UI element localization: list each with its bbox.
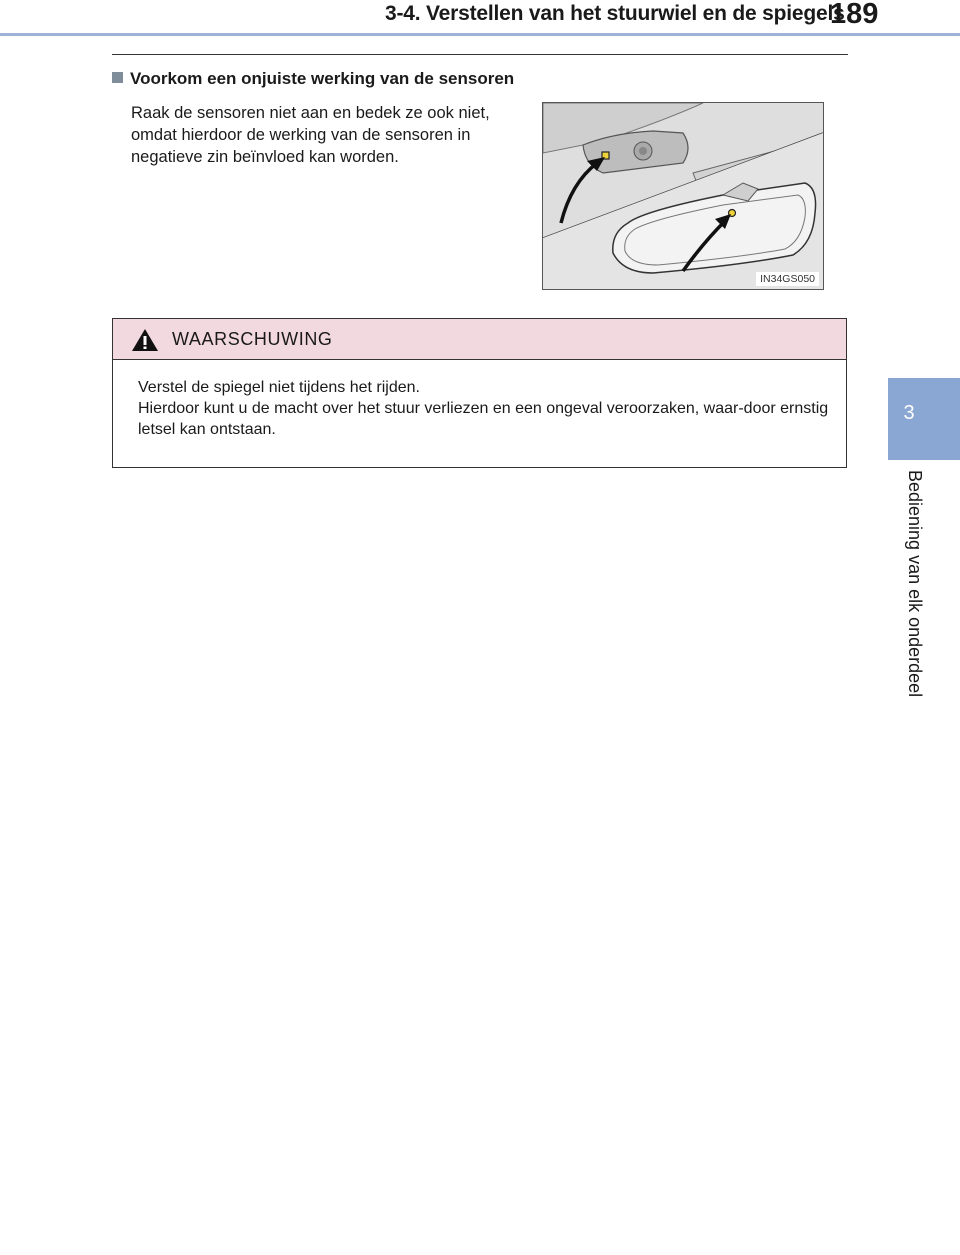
section-heading-text: Voorkom een onjuiste werking van de sensoren: [130, 69, 515, 88]
chapter-tab: [888, 378, 960, 460]
warning-text: [138, 377, 838, 440]
header-rule: [0, 33, 960, 36]
illustration-code: IN34GS050: [756, 272, 819, 286]
warning-triangle-icon: [131, 328, 159, 352]
chapter-label: Bediening van elk onderdeel: [905, 470, 925, 698]
section-rule: [112, 54, 848, 55]
section-heading: [112, 69, 514, 89]
running-header-title: 3-4. Verstellen van het stuurwiel en de spiegels: [385, 2, 845, 25]
warning-box: [112, 318, 847, 468]
warning-header: [113, 319, 846, 360]
warning-line-2: Hierdoor kunt u de macht over het stuur verliezen en een ongeval veroorzaken, waar-door ernstig letsel kan ontstaan.: [138, 400, 829, 438]
sensor-illustration: [542, 102, 824, 290]
warning-title: WAARSCHUWING: [172, 329, 333, 349]
section-body: Raak de sensoren niet aan en bedek ze ook niet, omdat hierdoor de werking van de sensoren in negatieve zin beïnvloed kan worden.: [131, 104, 490, 166]
mirror-sensor-drawing: [543, 103, 823, 289]
chapter-number: 3: [903, 402, 915, 424]
warning-line-1: Verstel de spiegel niet tijdens het rijden.: [138, 379, 420, 396]
heading-bullet-icon: [112, 72, 123, 83]
page-number: 189: [830, 0, 879, 30]
